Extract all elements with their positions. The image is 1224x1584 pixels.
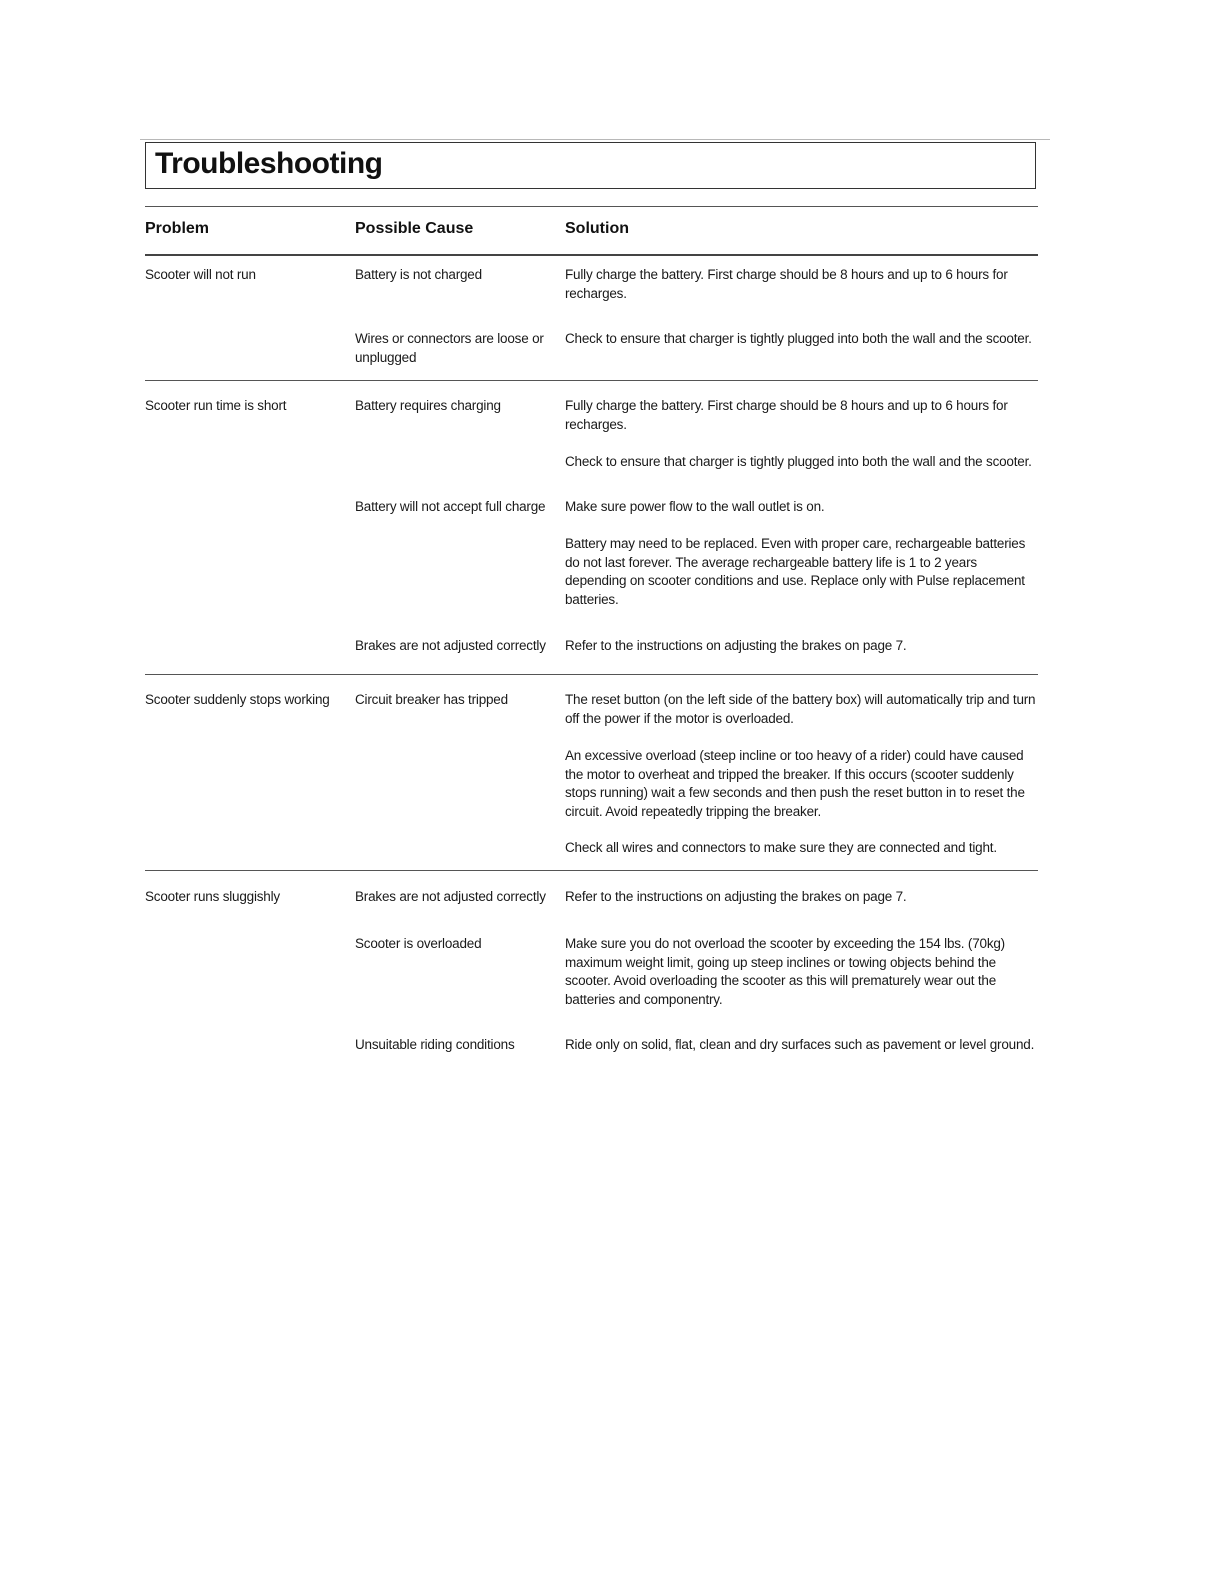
cause-cell: Battery requires charging [355,398,501,413]
cause-cell: Unsuitable riding conditions [355,1037,515,1052]
solution-cell: Fully charge the battery. First charge should be 8 hours and up to 6 hours for recharges. [565,267,1008,301]
top-rule [140,139,1050,140]
cause-cell: Brakes are not adjusted correctly [355,638,546,653]
solution-cell: Refer to the instructions on adjusting the brakes on page 7. [565,638,907,653]
solution-cell: Check all wires and connectors to make sure they are connected and tight. [565,840,997,855]
solution-cell: Check to ensure that charger is tightly plugged into both the wall and the scooter. [565,331,1032,346]
cause-cell: Scooter is overloaded [355,936,482,951]
table-header [145,220,1038,256]
cause-cell: Battery is not charged [355,267,482,282]
title-box [145,142,1036,189]
solution-cell: Battery may need to be replaced. Even with proper care, rechargeable batteries do not last forever. The average rechargeable battery life is 1 to 2 years depending on scooter conditions and use. Replace only with Pulse replacement batteries. [565,536,1026,607]
solution-cell: Check to ensure that charger is tightly plugged into both the wall and the scooter. [565,454,1032,469]
solution-cell: Make sure power flow to the wall outlet is on. [565,499,825,514]
header-problem: Problem [145,220,210,237]
table-row-run-time-short [145,381,1038,675]
cause-cell: Battery will not accept full charge [355,499,546,514]
solution-cell: Fully charge the battery. First charge should be 8 hours and up to 6 hours for recharges. [565,398,1008,432]
solution-cell: The reset button (on the left side of the battery box) will automatically trip and turn off the power if the motor is overloaded. [565,692,1036,726]
header-top-rule [145,206,1038,207]
cause-cell: Circuit breaker has tripped [355,692,508,707]
cause-cell: Brakes are not adjusted correctly [355,889,546,904]
page-title: Troubleshooting [155,147,383,180]
problem-cell: Scooter will not run [145,267,256,282]
problem-cell: Scooter run time is short [145,398,287,413]
table-row-suddenly-stops [145,675,1038,871]
cause-cell: Wires or connectors are loose or unplugged [355,331,544,365]
table-row-runs-sluggishly [145,871,1038,1071]
problem-cell: Scooter suddenly stops working [145,692,330,707]
solution-cell: Make sure you do not overload the scooter by exceeding the 154 lbs. (70kg) maximum weight limit, going up steep inclines or towing objects behind the scooter. Avoid overloading the scooter as this will prematurely wear out the batteries and componentry. [565,936,1005,1007]
solution-cell: Ride only on solid, flat, clean and dry surfaces such as pavement or level ground. [565,1037,1035,1052]
solution-cell: An excessive overload (steep incline or too heavy of a rider) could have caused the motor to overheat and tripped the breaker. If this occurs (scooter suddenly stops running) wait a few seconds and then push the reset button in to reset the circuit. Avoid repeatedly tripping the breaker. [565,748,1025,819]
solution-cell: Refer to the instructions on adjusting the brakes on page 7. [565,889,907,904]
problem-cell: Scooter runs sluggishly [145,889,280,904]
table-row-scooter-will-not-run [145,254,1038,381]
header-cause: Possible Cause [355,220,474,237]
header-solution: Solution [565,220,629,237]
